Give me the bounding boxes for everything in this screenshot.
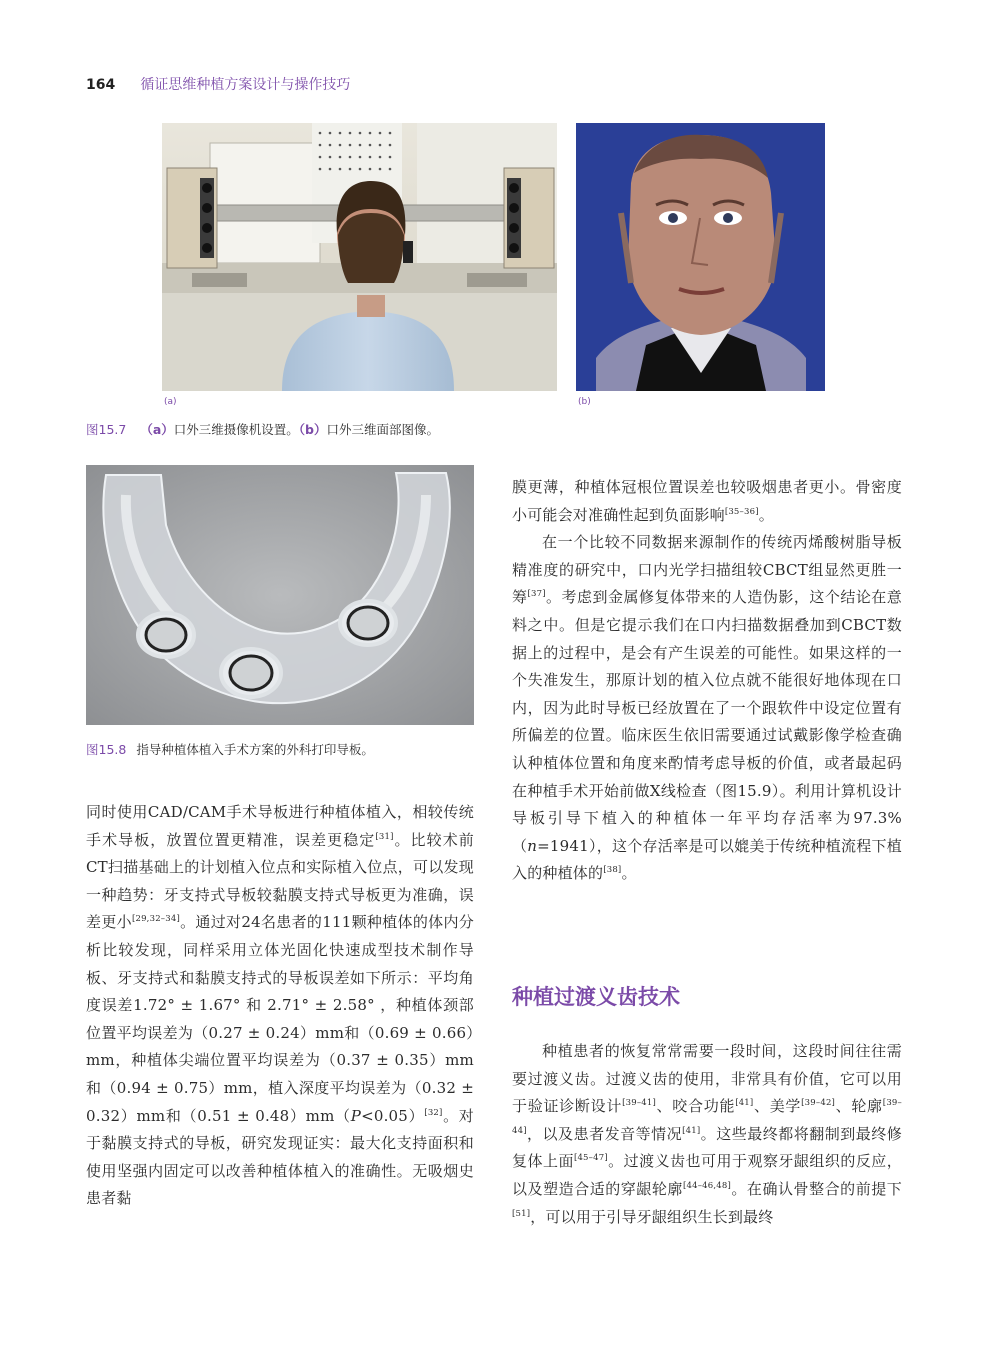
paragraph	[512, 1038, 902, 1231]
caption-panel-b-text: 口外三维面部图像。	[326, 422, 439, 437]
citation: [37]	[527, 589, 546, 600]
face-scan-illustration	[576, 123, 825, 391]
figure-15-7-caption	[86, 420, 439, 438]
citation: [31]	[375, 831, 394, 842]
text-run: 。过渡义齿也可用于观察牙龈组织的反应，以及塑造合适的穿龈轮廓	[512, 1152, 902, 1198]
section-heading: 种植过渡义齿技术	[512, 985, 680, 1009]
text-run: <0.05）	[361, 1106, 425, 1125]
paragraph	[86, 799, 474, 1213]
citation: [32]	[424, 1107, 443, 1118]
panel-label-b: (b)	[578, 397, 591, 407]
text-run: 膜更薄，种植体冠根位置误差也较吸烟患者更小。骨密度小可能会对准确性起到负面影响	[512, 478, 902, 524]
figure-15-8-caption	[86, 740, 374, 758]
caption-text: 指导种植体植入手术方案的外科打印导板。	[136, 742, 374, 757]
text-run: ，可以用于引导牙龈组织生长到最终	[530, 1207, 774, 1226]
text-run: ，以及患者发音等情况	[526, 1124, 683, 1143]
text-run: 、咬合功能	[656, 1097, 736, 1116]
citation: [45–47]	[573, 1153, 608, 1164]
figure-15-7a-photo	[162, 123, 557, 391]
paragraph	[512, 474, 902, 529]
panel-label-a: (a)	[164, 397, 177, 407]
text-run: 。对于黏膜支持式的导板，研究发现证实：最大化支持面积和使用坚强内固定可以改善种植体植入的准确性。无吸烟史患者黏	[86, 1106, 474, 1208]
text-run: 。	[621, 864, 637, 883]
citation: [35–36]	[724, 506, 759, 517]
text-run: 。比较术前CT扫描基础上的计划植入位点和实际植入位点，可以发现一种趋势：牙支持式导板较黏膜支持式导板更为准确，误差更小	[86, 830, 474, 932]
caption-panel-b-label: （b）	[298, 422, 327, 437]
right-column-section	[512, 1038, 902, 1231]
figure-15-8-photo	[86, 465, 474, 725]
running-header	[86, 74, 350, 94]
surgical-guide-illustration	[86, 465, 474, 725]
text-run: =1941），这个存活率是可以媲美于传统种植流程下植入的种植体的	[512, 836, 903, 883]
text-run: 。通过对24名患者的111颗种植体的体内分析比较发现，同样采用立体光固化快速成型技术制作导板、牙支持式和黏膜支持式的导板误差如下所示：平均角度误差1.72° ± 1.67° 和 2.71° ± 2.58° ，种植体颈部位置平均误差为（0.27 ± 0.24）mm和（0.69 ± 0.66）mm，种植体尖端位置平均误差为（0.37 ± 0.35）mm和（0.94 ± 0.75）mm，植入深度平均误差为（0.32 ± 0.32）mm和（0.51 ± 0.48）mm（	[86, 913, 474, 1125]
right-column	[512, 474, 902, 888]
citation: [41]	[735, 1098, 754, 1109]
page-number: 164	[86, 77, 116, 93]
text-run: 、轮廓	[835, 1097, 883, 1116]
figure-id: 图15.7	[86, 422, 127, 437]
citation: [39–41]	[622, 1098, 657, 1109]
text-run: 。这些最终都将翻制到最终修复体上面	[512, 1124, 902, 1171]
paragraph	[512, 529, 902, 888]
caption-panel-a-label: （a）	[140, 422, 174, 437]
citation: [39–44]	[512, 1098, 902, 1136]
figure-id: 图15.8	[86, 742, 127, 757]
text-run: 。	[758, 505, 774, 524]
citation: [38]	[603, 865, 622, 876]
text-run-italic: P	[350, 1106, 362, 1125]
text-run-italic: n	[527, 836, 538, 855]
running-title: 循证思维种植方案设计与操作技巧	[140, 77, 351, 93]
citation: [29,32–34]	[131, 914, 180, 925]
citation: [41]	[682, 1125, 701, 1136]
text-run: 同时使用CAD/CAM手术导板进行种植体植入，相较传统手术导板，放置位置更精准，误差更稳定	[86, 803, 474, 849]
figure-15-7b-face-scan	[576, 123, 825, 391]
text-run: 。考虑到金属修复体带来的人造伪影，这个结论在意料之中。但是它提示我们在口内扫描数据叠加到CBCT数据上的过程中，是会有产生误差的可能性。如果这样的一个失准发生，那原计划的植入位点就不能很好地体现在口内，因为此时导板已经放置在了一个跟软件中设定位置有所偏差的位置。临床医生依旧需要通过试戴影像学检查确认种植体位置和角度来酌情考虑导板的价值，或者最起码在种植手术开始前做X线检查（图15.9）。利用计算机设计导板引导下植入的种植体一年平均存活率为97.3%（	[512, 588, 903, 855]
text-run: 、美学	[753, 1097, 802, 1116]
camera-setup-illustration	[162, 123, 557, 391]
left-column	[86, 799, 474, 1213]
text-run: 。在确认骨整合的前提下	[731, 1179, 903, 1198]
citation: [39–42]	[801, 1098, 836, 1109]
citation: [44–46,48]	[682, 1180, 732, 1191]
caption-panel-a-text: 口外三维摄像机设置。	[173, 422, 299, 437]
citation: [51]	[512, 1208, 531, 1219]
text-run: 在一个比较不同数据来源制作的传统丙烯酸树脂导板精准度的研究中，口内光学扫描组较CBCT组显然更胜一筹	[512, 533, 902, 607]
text-run: 种植患者的恢复常常需要一段时间，这段时间往往需要过渡义齿。过渡义齿的使用，非常具有价值，它可以用于验证诊断设计	[512, 1042, 902, 1116]
